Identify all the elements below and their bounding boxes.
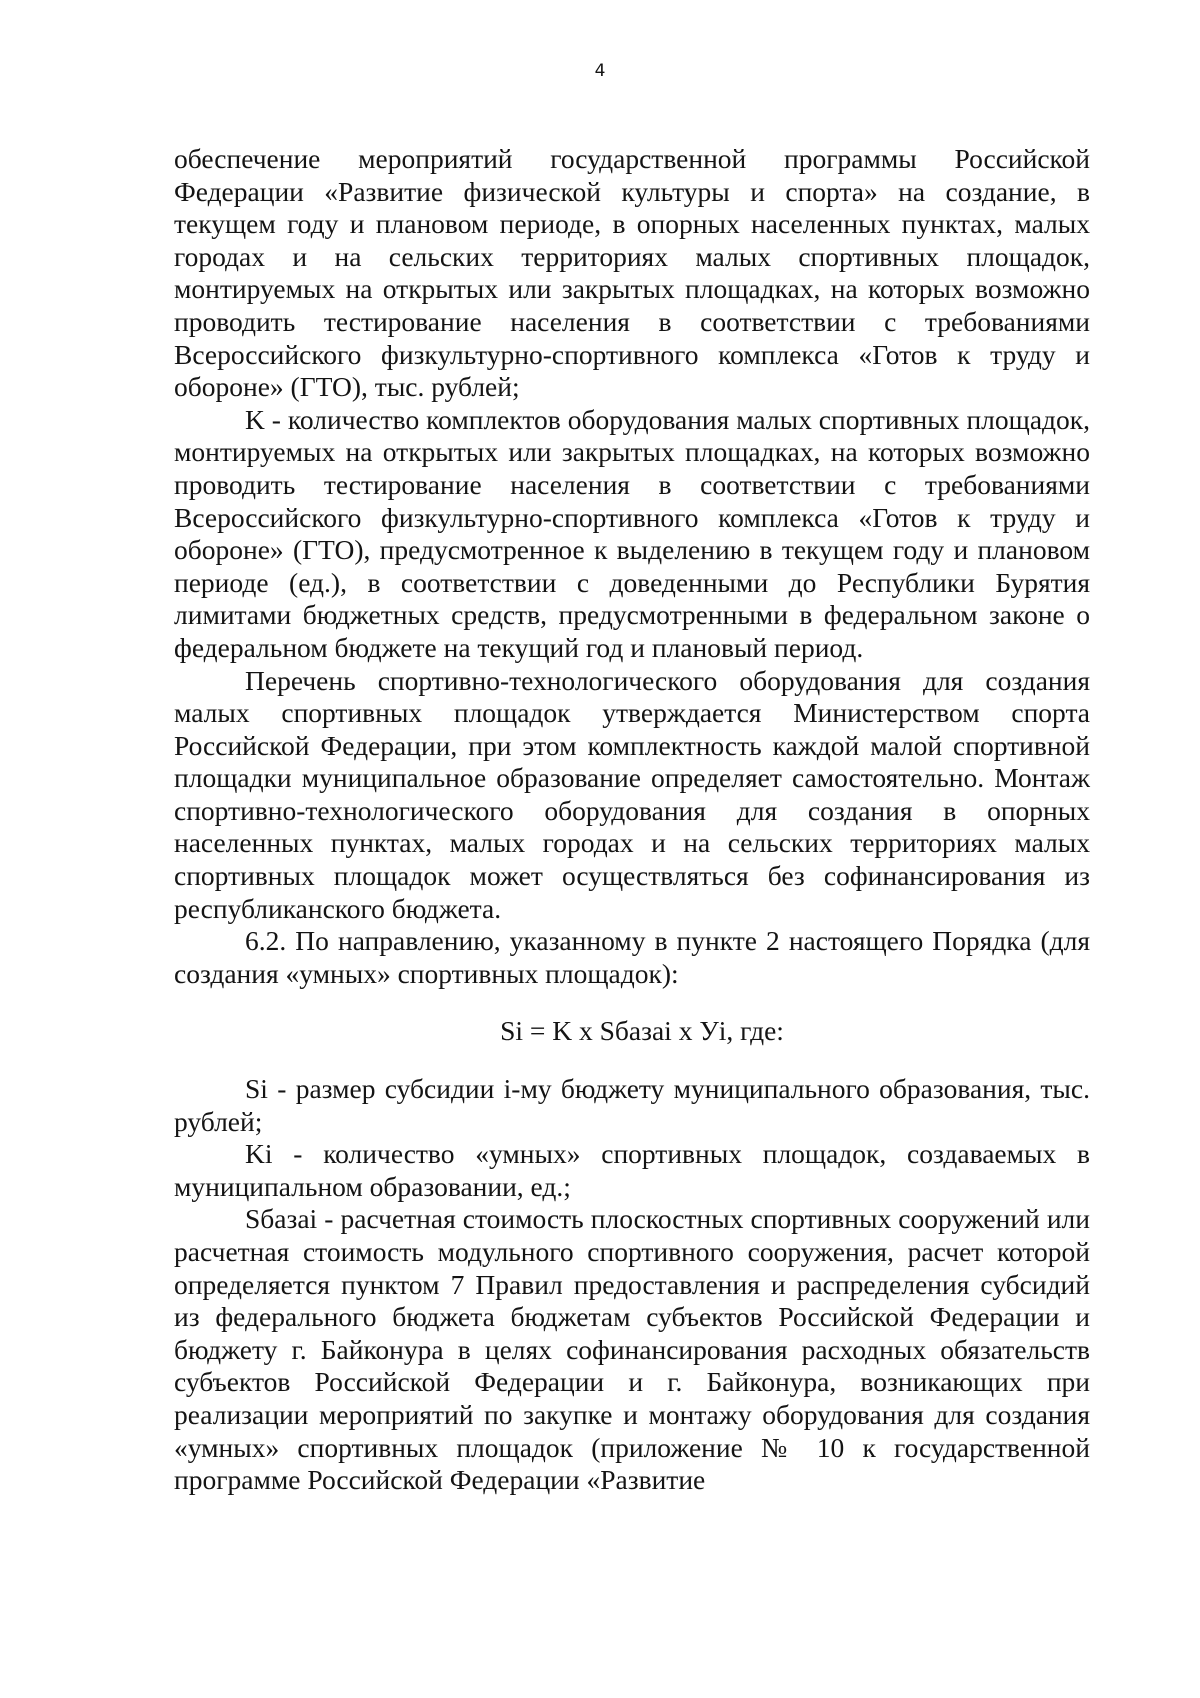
formula: Si = K x Sбазаi x Уi, где:	[500, 1015, 784, 1047]
definition-si: Si - размер субсидии i-му бюджету муниципального образования, тыс. рублей;	[174, 1073, 1090, 1137]
paragraph-continuation: обеспечение мероприятий государственной программы Российской Федерации «Развитие физической культуры и спорта» на создание, в текущем году и плановом периоде, в опорных населенных пунктах, малых городах и на сельских территориях малых спортивных площадок, монтируемых на открытых или закрытых площадках, на которых возможно проводить тестирование населения в соответствии с требованиями Всероссийского физкультурно-спортивного комплекса «Готов к труду и обороне» (ГТО), тыс. рублей;	[174, 143, 1090, 403]
document-body	[174, 143, 1090, 1497]
paragraph-k-definition: K - количество комплектов оборудования малых спортивных площадок, монтируемых на открытых или закрытых площадках, на которых возможно проводить тестирование населения в соответствии с требованиями Всероссийского физкультурно-спортивного комплекса «Готов к труду и обороне» (ГТО), предусмотренное к выделению в текущем году и плановом периоде (ед.), в соответствии с доведенными до Республики Бурятия лимитами бюджетных средств, предусмотренными в федеральном законе о федеральном бюджете на текущий год и плановый период.	[174, 403, 1090, 663]
paragraph-section-6-2: 6.2. По направлению, указанному в пункте 2 настоящего Порядка (для создания «умных» спортивных площадок):	[174, 925, 1090, 989]
page-number: 4	[594, 61, 606, 81]
paragraph-equipment-list: Перечень спортивно-технологического оборудования для создания малых спортивных площадок утверждается Министерством спорта Российской Федерации, при этом комплектность каждой малой спортивной площадки муниципальное образование определяет самостоятельно. Монтаж спортивно-технологического оборудования для создания в опорных населенных пунктах, малых городах и на сельских территориях малых спортивных площадок может осуществляться без софинансирования из республиканского бюджета.	[174, 664, 1090, 924]
definition-sbazai: Sбазаi - расчетная стоимость плоскостных спортивных сооружений или расчетная стоимость модульного спортивного сооружения, расчет которой определяется пунктом 7 Правил предоставления и распределения субсидий из федерального бюджета бюджетам субъектов Российской Федерации и бюджету г. Байконура в целях софинансирования расходных обязательств субъектов Российской Федерации и г. Байконура, возникающих при реализации мероприятий по закупке и монтажу оборудования для создания «умных» спортивных площадок (приложение № 10 к государственной программе Российской Федерации «Развитие	[174, 1203, 1090, 1496]
definition-ki: Ki - количество «умных» спортивных площадок, создаваемых в муниципальном образовании, ед.;	[174, 1138, 1090, 1202]
